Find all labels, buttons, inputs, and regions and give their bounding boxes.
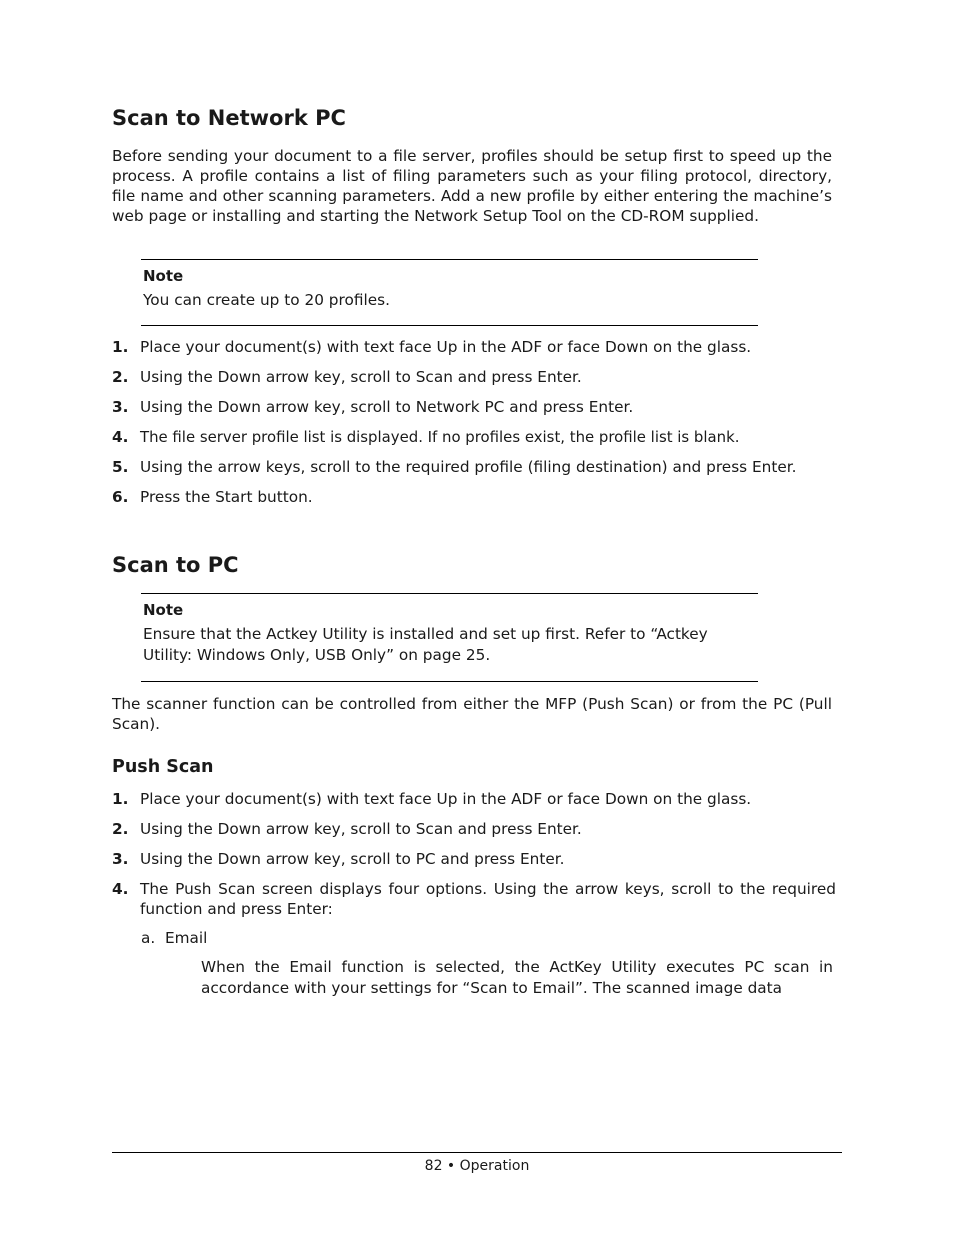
option-email-label: a. Email	[141, 929, 208, 947]
note-box	[141, 259, 758, 326]
step-text: Place your document(s) with text face Up in the ADF or face Down on the glass.	[140, 338, 752, 356]
step-number: 2.	[112, 820, 129, 838]
step-number: 1.	[112, 790, 129, 808]
steps-list	[112, 337, 836, 507]
step-number: 3.	[112, 398, 129, 416]
list-item	[112, 397, 836, 417]
step-number: 4.	[112, 880, 129, 898]
note-title: Note	[143, 601, 184, 619]
list-item	[112, 879, 836, 919]
step-text: Press the Start button.	[140, 488, 313, 506]
step-number: 4.	[112, 428, 129, 446]
list-item	[112, 367, 836, 387]
option-email-description: When the Email function is selected, the ActKey Utility executes PC scan in accordance with your settings for “Scan to Email”. The scanned image data	[201, 958, 833, 997]
list-item	[112, 457, 836, 477]
step-number: 1.	[112, 338, 129, 356]
step-number: 6.	[112, 488, 129, 506]
page-footer: 82 • Operation	[424, 1158, 530, 1174]
step-text: Using the arrow keys, scroll to the required profile (filing destination) and press Enter.	[140, 458, 797, 476]
step-number: 3.	[112, 850, 129, 868]
footer-rule	[112, 1152, 842, 1153]
list-item	[112, 789, 836, 809]
step-text: Place your document(s) with text face Up in the ADF or face Down on the glass.	[140, 790, 752, 808]
note-box	[141, 593, 758, 682]
push-scan-steps	[112, 789, 836, 919]
note-title: Note	[143, 267, 184, 285]
step-number: 5.	[112, 458, 129, 476]
subsection-title-push-scan: Push Scan	[112, 757, 214, 777]
step-text: Using the Down arrow key, scroll to Network PC and press Enter.	[140, 398, 634, 416]
list-item	[112, 849, 836, 869]
section2-intro: The scanner function can be controlled from either the MFP (Push Scan) or from the PC (Pull Scan).	[112, 695, 832, 733]
list-item	[112, 487, 836, 507]
list-item	[112, 819, 836, 839]
list-item	[112, 337, 836, 357]
step-text: The file server profile list is displayed. If no profiles exist, the profile list is blank.	[140, 428, 740, 446]
list-item	[112, 427, 836, 447]
step-text: The Push Scan screen displays four options. Using the arrow keys, scroll to the required function and press Enter:	[140, 880, 836, 918]
section-title-scan-to-network-pc: Scan to Network PC	[112, 106, 346, 130]
note-text: Ensure that the Actkey Utility is installed and set up first. Refer to “Actkey Utility: Windows Only, USB Only” on page 25.	[143, 625, 708, 664]
step-text: Using the Down arrow key, scroll to Scan and press Enter.	[140, 820, 582, 838]
step-text: Using the Down arrow key, scroll to PC and press Enter.	[140, 850, 565, 868]
section-title-scan-to-pc: Scan to PC	[112, 553, 239, 577]
section1-intro: Before sending your document to a file server, profiles should be setup first to speed up the process. A profile contains a list of filing parameters such as your filing protocol, directory, file name and other scanning parameters. Add a new profile by either entering the machine’s web page or installing and starting the Network Setup Tool on the CD-ROM supplied.	[112, 147, 832, 225]
step-number: 2.	[112, 368, 129, 386]
note-text: You can create up to 20 profiles.	[143, 291, 390, 309]
step-text: Using the Down arrow key, scroll to Scan and press Enter.	[140, 368, 582, 386]
